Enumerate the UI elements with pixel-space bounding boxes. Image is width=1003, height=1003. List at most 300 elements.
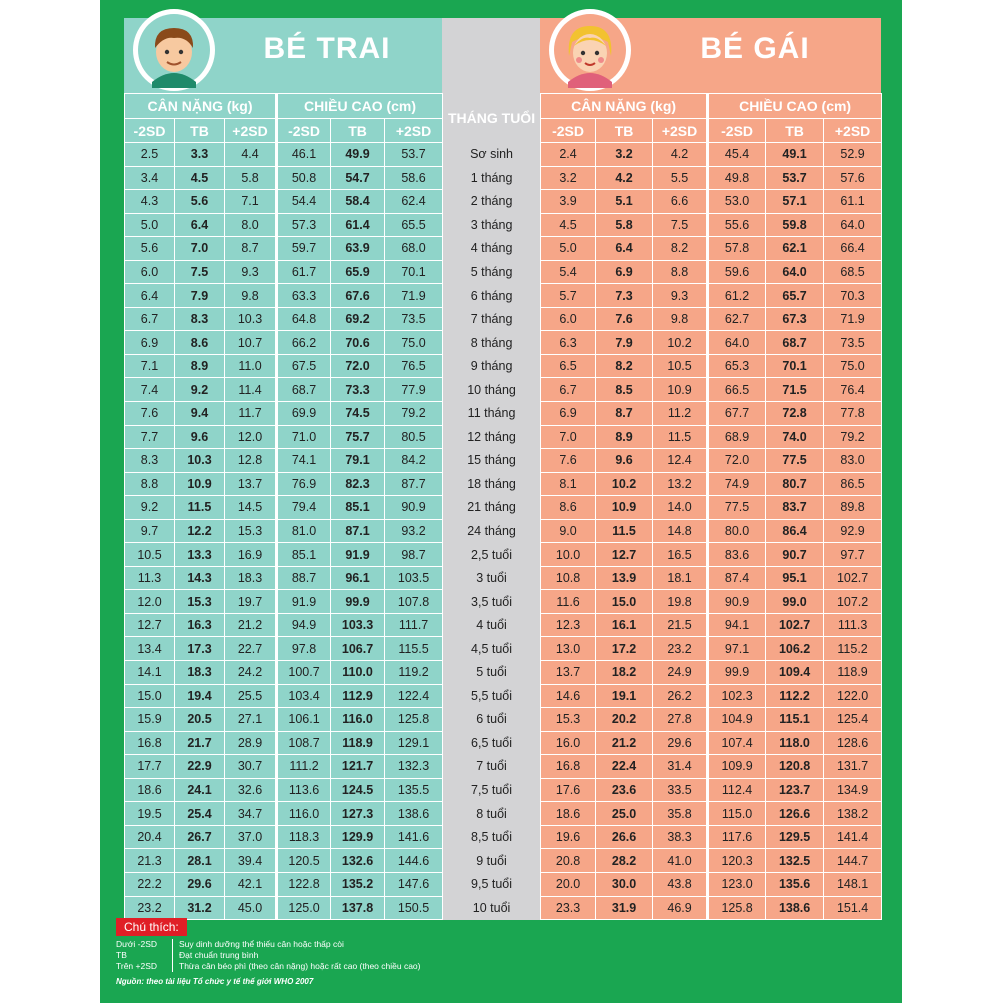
girl-weight-mean-cell: 8.9: [596, 425, 653, 449]
boy-weight-mean-cell: 9.4: [175, 402, 225, 426]
girl-face-icon: [549, 9, 631, 91]
age-cell: 6,5 tuổi: [443, 731, 541, 755]
boy-weight-plus-cell: 45.0: [225, 896, 277, 920]
boy-height-plus-cell: 103.5: [385, 566, 443, 590]
table-row: [125, 449, 882, 473]
boy-weight-plus-cell: 7.1: [225, 190, 277, 214]
girl-height-minus-cell: 67.7: [708, 402, 766, 426]
boy-height-mean-cell: 61.4: [331, 213, 385, 237]
girl-height-minus-cell: 120.3: [708, 849, 766, 873]
girl-height-header: CHIỀU CAO (cm): [708, 94, 882, 119]
boy-weight-plus-cell: 30.7: [225, 755, 277, 779]
girl-height-plus-cell: 92.9: [824, 519, 882, 543]
girl-weight-minus-cell: 7.6: [541, 449, 596, 473]
girl-height-minus-cell: 45.4: [708, 143, 766, 167]
girl-weight-plus-cell: 27.8: [653, 708, 708, 732]
boy-height-minus-cell: 103.4: [277, 684, 331, 708]
girl-weight-minus-cell: 23.3: [541, 896, 596, 920]
girl-weight-plus-cell: 16.5: [653, 543, 708, 567]
age-cell: 2 tháng: [443, 190, 541, 214]
boy-weight-mean-cell: 19.4: [175, 684, 225, 708]
boy-weight-plus-cell: 8.0: [225, 213, 277, 237]
boy-height-plus-cell: 107.8: [385, 590, 443, 614]
boy-height-plus-cell: 84.2: [385, 449, 443, 473]
girl-height-mean-cell: 86.4: [766, 519, 824, 543]
table-row: [125, 378, 882, 402]
boy-height-plus-cell: 90.9: [385, 496, 443, 520]
boy-weight-minus-cell: 15.9: [125, 708, 175, 732]
girl-weight-plus-cell: 11.2: [653, 402, 708, 426]
boy-weight-minus-cell: 3.4: [125, 166, 175, 190]
age-cell: 9 tuổi: [443, 849, 541, 873]
girl-height-mean-cell: 118.0: [766, 731, 824, 755]
girl-weight-mean-cell: 12.7: [596, 543, 653, 567]
girl-height-minus-cell: 59.6: [708, 260, 766, 284]
boy-weight-mean-cell: 8.6: [175, 331, 225, 355]
boy-weight-mean-cell: 18.3: [175, 661, 225, 685]
boy-weight-minus-cell: 6.7: [125, 307, 175, 331]
boy-weight-minus-cell: 20.4: [125, 825, 175, 849]
girl-weight-minus-cell: 12.3: [541, 613, 596, 637]
boy-height-minus-cell: 76.9: [277, 472, 331, 496]
girl-height-mean-cell: 109.4: [766, 661, 824, 685]
girl-weight-mean-cell: 20.2: [596, 708, 653, 732]
boy-height-mean-cell: 87.1: [331, 519, 385, 543]
table-row: [125, 708, 882, 732]
girl-height-plus-cell: 128.6: [824, 731, 882, 755]
girl-height-plus-cell: 118.9: [824, 661, 882, 685]
boy-height-mean-cell: 54.7: [331, 166, 385, 190]
boy-weight-plus-cell: 11.7: [225, 402, 277, 426]
table-row: [125, 661, 882, 685]
girl-weight-mean-cell: 8.7: [596, 402, 653, 426]
table-body: [125, 143, 882, 920]
age-cell: 6 tháng: [443, 284, 541, 308]
boy-weight-mean-cell: 4.5: [175, 166, 225, 190]
boy-weight-mean-cell: 7.0: [175, 237, 225, 261]
girl-height-minus-cell: 102.3: [708, 684, 766, 708]
boy-weight-plus-cell: 21.2: [225, 613, 277, 637]
age-cell: 8,5 tuổi: [443, 825, 541, 849]
boy-height-plus-cell: 115.5: [385, 637, 443, 661]
boy-weight-minus-cell: 12.7: [125, 613, 175, 637]
girl-weight-plus-cell: 43.8: [653, 872, 708, 896]
girl-weight-mean-cell: 10.9: [596, 496, 653, 520]
boy-weight-plus-cell: 42.1: [225, 872, 277, 896]
girl-height-minus-header: -2SD: [708, 119, 766, 143]
girl-weight-minus-cell: 13.0: [541, 637, 596, 661]
boy-height-plus-cell: 129.1: [385, 731, 443, 755]
girl-weight-plus-cell: 18.1: [653, 566, 708, 590]
girl-height-minus-cell: 97.1: [708, 637, 766, 661]
girl-height-minus-cell: 115.0: [708, 802, 766, 826]
boy-weight-plus-cell: 15.3: [225, 519, 277, 543]
boy-weight-mean-cell: 17.3: [175, 637, 225, 661]
boy-height-mean-cell: 96.1: [331, 566, 385, 590]
girl-height-plus-cell: 125.4: [824, 708, 882, 732]
girl-height-minus-cell: 107.4: [708, 731, 766, 755]
girl-height-mean-cell: 129.5: [766, 825, 824, 849]
table-row: [125, 496, 882, 520]
girl-height-plus-cell: 68.5: [824, 260, 882, 284]
girl-height-minus-cell: 57.8: [708, 237, 766, 261]
girl-height-mean-cell: 57.1: [766, 190, 824, 214]
girl-height-mean-cell: 112.2: [766, 684, 824, 708]
girl-weight-minus-cell: 19.6: [541, 825, 596, 849]
boy-height-minus-cell: 106.1: [277, 708, 331, 732]
girl-weight-plus-cell: 7.5: [653, 213, 708, 237]
girl-height-plus-cell: 64.0: [824, 213, 882, 237]
girl-weight-minus-cell: 5.0: [541, 237, 596, 261]
boy-height-plus-cell: 79.2: [385, 402, 443, 426]
boy-weight-minus-cell: 6.9: [125, 331, 175, 355]
boy-weight-minus-cell: 7.4: [125, 378, 175, 402]
girl-height-mean-cell: 123.7: [766, 778, 824, 802]
boy-weight-minus-header: -2SD: [125, 119, 175, 143]
girl-height-plus-cell: 66.4: [824, 237, 882, 261]
boy-weight-mean-cell: 31.2: [175, 896, 225, 920]
girl-height-minus-cell: 55.6: [708, 213, 766, 237]
boy-height-mean-cell: 112.9: [331, 684, 385, 708]
boy-weight-plus-cell: 9.8: [225, 284, 277, 308]
age-cell: 10 tháng: [443, 378, 541, 402]
girl-height-plus-cell: 71.9: [824, 307, 882, 331]
girl-height-mean-cell: 77.5: [766, 449, 824, 473]
girl-height-minus-cell: 61.2: [708, 284, 766, 308]
age-header: THÁNG TUỔI: [443, 94, 541, 143]
girl-height-minus-cell: 72.0: [708, 449, 766, 473]
age-cell: 3 tháng: [443, 213, 541, 237]
girl-weight-minus-cell: 2.4: [541, 143, 596, 167]
boy-height-plus-cell: 144.6: [385, 849, 443, 873]
girl-weight-mean-header: TB: [596, 119, 653, 143]
legend-key: TB: [116, 950, 127, 960]
boy-weight-plus-cell: 16.9: [225, 543, 277, 567]
boy-weight-minus-cell: 15.0: [125, 684, 175, 708]
girl-height-minus-cell: 125.8: [708, 896, 766, 920]
boy-height-minus-cell: 74.1: [277, 449, 331, 473]
boy-weight-plus-cell: 8.7: [225, 237, 277, 261]
legend-desc: Suy dinh dưỡng thể thiếu cân hoặc thấp còi: [172, 939, 344, 950]
boy-weight-minus-cell: 12.0: [125, 590, 175, 614]
boy-height-mean-cell: 72.0: [331, 354, 385, 378]
boy-height-minus-cell: 122.8: [277, 872, 331, 896]
boy-weight-minus-cell: 19.5: [125, 802, 175, 826]
table-row: [125, 778, 882, 802]
boy-weight-plus-cell: 18.3: [225, 566, 277, 590]
girl-height-minus-cell: 112.4: [708, 778, 766, 802]
girl-weight-plus-cell: 29.6: [653, 731, 708, 755]
boy-height-plus-cell: 73.5: [385, 307, 443, 331]
boy-weight-mean-cell: 10.3: [175, 449, 225, 473]
girl-weight-plus-cell: 10.5: [653, 354, 708, 378]
boy-height-plus-cell: 76.5: [385, 354, 443, 378]
girl-weight-plus-cell: 13.2: [653, 472, 708, 496]
girl-weight-mean-cell: 15.0: [596, 590, 653, 614]
age-cell: 5 tuổi: [443, 661, 541, 685]
table-row: [125, 590, 882, 614]
boy-weight-minus-cell: 7.7: [125, 425, 175, 449]
boy-height-mean-cell: 49.9: [331, 143, 385, 167]
legend-item: [116, 950, 516, 961]
table-row: [125, 402, 882, 426]
girl-weight-minus-cell: 9.0: [541, 519, 596, 543]
table-row: [125, 237, 882, 261]
table-row: [125, 684, 882, 708]
boy-height-plus-cell: 62.4: [385, 190, 443, 214]
girl-weight-plus-cell: 6.6: [653, 190, 708, 214]
girl-weight-mean-cell: 30.0: [596, 872, 653, 896]
girl-height-plus-cell: 77.8: [824, 402, 882, 426]
boy-height-mean-cell: 121.7: [331, 755, 385, 779]
girl-height-minus-cell: 99.9: [708, 661, 766, 685]
boy-height-minus-cell: 111.2: [277, 755, 331, 779]
age-cell: 24 tháng: [443, 519, 541, 543]
table-row: [125, 143, 882, 167]
girl-height-plus-cell: 122.0: [824, 684, 882, 708]
girl-weight-minus-cell: 13.7: [541, 661, 596, 685]
boy-weight-minus-cell: 22.2: [125, 872, 175, 896]
boy-height-minus-cell: 85.1: [277, 543, 331, 567]
girl-height-mean-cell: 72.8: [766, 402, 824, 426]
boy-height-minus-cell: 63.3: [277, 284, 331, 308]
girl-height-plus-cell: 131.7: [824, 755, 882, 779]
girl-height-plus-cell: 52.9: [824, 143, 882, 167]
girl-weight-mean-cell: 16.1: [596, 613, 653, 637]
boy-weight-minus-cell: 9.2: [125, 496, 175, 520]
girl-weight-minus-cell: 18.6: [541, 802, 596, 826]
girl-height-mean-cell: 65.7: [766, 284, 824, 308]
boy-height-mean-cell: 82.3: [331, 472, 385, 496]
age-cell: 9 tháng: [443, 354, 541, 378]
age-cell: 3 tuổi: [443, 566, 541, 590]
boy-weight-plus-cell: 32.6: [225, 778, 277, 802]
girl-height-plus-cell: 97.7: [824, 543, 882, 567]
boy-weight-mean-cell: 25.4: [175, 802, 225, 826]
boy-height-minus-cell: 57.3: [277, 213, 331, 237]
boy-height-plus-cell: 87.7: [385, 472, 443, 496]
boy-height-header: CHIỀU CAO (cm): [277, 94, 443, 119]
boy-height-mean-cell: 85.1: [331, 496, 385, 520]
girl-weight-plus-cell: 23.2: [653, 637, 708, 661]
boy-height-plus-cell: 119.2: [385, 661, 443, 685]
age-cell: 8 tuổi: [443, 802, 541, 826]
table-row: [125, 849, 882, 873]
girl-height-mean-cell: 53.7: [766, 166, 824, 190]
boy-height-plus-cell: 135.5: [385, 778, 443, 802]
girl-weight-mean-cell: 31.9: [596, 896, 653, 920]
girl-height-mean-cell: 67.3: [766, 307, 824, 331]
boy-weight-plus-cell: 10.7: [225, 331, 277, 355]
boy-weight-mean-cell: 12.2: [175, 519, 225, 543]
girl-weight-plus-cell: 10.9: [653, 378, 708, 402]
boy-height-plus-cell: 132.3: [385, 755, 443, 779]
boy-weight-plus-cell: 27.1: [225, 708, 277, 732]
girl-weight-minus-cell: 16.8: [541, 755, 596, 779]
girl-weight-plus-cell: 9.8: [653, 307, 708, 331]
girl-weight-plus-cell: 8.8: [653, 260, 708, 284]
age-cell: 12 tháng: [443, 425, 541, 449]
boy-weight-plus-cell: 11.4: [225, 378, 277, 402]
boy-weight-mean-cell: 24.1: [175, 778, 225, 802]
girl-weight-minus-header: -2SD: [541, 119, 596, 143]
table-row: [125, 802, 882, 826]
boy-height-plus-cell: 68.0: [385, 237, 443, 261]
boy-weight-minus-cell: 6.0: [125, 260, 175, 284]
boy-height-minus-cell: 116.0: [277, 802, 331, 826]
table-row: [125, 755, 882, 779]
boy-weight-minus-cell: 17.7: [125, 755, 175, 779]
girl-height-plus-cell: 141.4: [824, 825, 882, 849]
boy-weight-minus-cell: 8.8: [125, 472, 175, 496]
legend-key: Dưới -2SD: [116, 939, 158, 949]
girl-weight-mean-cell: 18.2: [596, 661, 653, 685]
girl-height-plus-cell: 107.2: [824, 590, 882, 614]
table-row: [125, 425, 882, 449]
girl-weight-plus-cell: 4.2: [653, 143, 708, 167]
girl-weight-mean-cell: 7.9: [596, 331, 653, 355]
girl-height-mean-cell: 120.8: [766, 755, 824, 779]
girl-height-mean-cell: 99.0: [766, 590, 824, 614]
girl-weight-mean-cell: 26.6: [596, 825, 653, 849]
girl-weight-minus-cell: 3.9: [541, 190, 596, 214]
girl-weight-mean-cell: 19.1: [596, 684, 653, 708]
boy-weight-mean-cell: 8.3: [175, 307, 225, 331]
girl-weight-minus-cell: 10.0: [541, 543, 596, 567]
boy-height-mean-cell: 73.3: [331, 378, 385, 402]
age-cell: 5 tháng: [443, 260, 541, 284]
legend-source: Nguồn: theo tài liệu Tổ chức y tế thế giới WHO 2007: [116, 977, 314, 986]
boy-weight-minus-cell: 10.5: [125, 543, 175, 567]
girl-height-plus-cell: 138.2: [824, 802, 882, 826]
girl-weight-plus-cell: 38.3: [653, 825, 708, 849]
girl-height-minus-cell: 109.9: [708, 755, 766, 779]
girl-height-mean-cell: 115.1: [766, 708, 824, 732]
boy-height-minus-cell: 64.8: [277, 307, 331, 331]
age-cell: Sơ sinh: [443, 143, 541, 167]
boy-weight-plus-cell: 5.8: [225, 166, 277, 190]
boy-weight-plus-cell: 9.3: [225, 260, 277, 284]
girl-weight-mean-cell: 13.9: [596, 566, 653, 590]
boy-height-mean-cell: 79.1: [331, 449, 385, 473]
boy-weight-plus-cell: 39.4: [225, 849, 277, 873]
boy-weight-mean-cell: 7.5: [175, 260, 225, 284]
girl-weight-minus-cell: 5.7: [541, 284, 596, 308]
boy-weight-mean-cell: 3.3: [175, 143, 225, 167]
boy-weight-mean-cell: 20.5: [175, 708, 225, 732]
girl-height-plus-cell: 83.0: [824, 449, 882, 473]
girl-height-plus-cell: 75.0: [824, 354, 882, 378]
boy-height-minus-cell: 97.8: [277, 637, 331, 661]
girl-weight-mean-cell: 28.2: [596, 849, 653, 873]
table-row: [125, 543, 882, 567]
table-row: [125, 519, 882, 543]
boy-weight-minus-cell: 21.3: [125, 849, 175, 873]
girl-height-minus-cell: 65.3: [708, 354, 766, 378]
girl-height-mean-cell: 74.0: [766, 425, 824, 449]
girl-weight-minus-cell: 11.6: [541, 590, 596, 614]
girl-weight-minus-cell: 7.0: [541, 425, 596, 449]
boy-weight-minus-cell: 7.6: [125, 402, 175, 426]
age-cell: 5,5 tuổi: [443, 684, 541, 708]
boy-height-mean-cell: 135.2: [331, 872, 385, 896]
boy-title: BÉ TRAI: [263, 32, 391, 65]
girl-weight-mean-cell: 21.2: [596, 731, 653, 755]
table-row: [125, 284, 882, 308]
boy-height-minus-cell: 46.1: [277, 143, 331, 167]
girl-height-minus-cell: 74.9: [708, 472, 766, 496]
age-cell: 10 tuổi: [443, 896, 541, 920]
table-row: [125, 731, 882, 755]
boy-weight-plus-cell: 12.8: [225, 449, 277, 473]
age-cell: 4 tháng: [443, 237, 541, 261]
girl-height-minus-cell: 77.5: [708, 496, 766, 520]
girl-weight-plus-cell: 19.8: [653, 590, 708, 614]
boy-weight-minus-cell: 23.2: [125, 896, 175, 920]
boy-height-mean-cell: 99.9: [331, 590, 385, 614]
boy-height-minus-cell: 94.9: [277, 613, 331, 637]
boy-height-plus-cell: 70.1: [385, 260, 443, 284]
girl-weight-plus-cell: 8.2: [653, 237, 708, 261]
girl-weight-mean-cell: 17.2: [596, 637, 653, 661]
girl-weight-plus-cell: 31.4: [653, 755, 708, 779]
legend-key: Trên +2SD: [116, 961, 158, 971]
boy-height-mean-cell: 58.4: [331, 190, 385, 214]
boy-height-minus-cell: 108.7: [277, 731, 331, 755]
table-row: [125, 307, 882, 331]
girl-weight-plus-cell: 14.8: [653, 519, 708, 543]
girl-weight-plus-cell: 33.5: [653, 778, 708, 802]
girl-height-minus-cell: 64.0: [708, 331, 766, 355]
girl-height-plus-cell: 86.5: [824, 472, 882, 496]
boy-weight-mean-cell: 13.3: [175, 543, 225, 567]
girl-height-minus-cell: 87.4: [708, 566, 766, 590]
girl-height-minus-cell: 80.0: [708, 519, 766, 543]
boy-weight-minus-cell: 13.4: [125, 637, 175, 661]
girl-weight-mean-cell: 7.3: [596, 284, 653, 308]
girl-weight-mean-cell: 4.2: [596, 166, 653, 190]
boy-weight-minus-cell: 5.6: [125, 237, 175, 261]
boy-weight-plus-cell: 14.5: [225, 496, 277, 520]
boy-weight-mean-cell: 11.5: [175, 496, 225, 520]
girl-height-minus-cell: 90.9: [708, 590, 766, 614]
age-cell: 4,5 tuổi: [443, 637, 541, 661]
table-row: [125, 213, 882, 237]
boy-weight-minus-cell: 14.1: [125, 661, 175, 685]
boy-weight-plus-cell: 13.7: [225, 472, 277, 496]
girl-height-minus-cell: 123.0: [708, 872, 766, 896]
girl-weight-plus-cell: 9.3: [653, 284, 708, 308]
boy-weight-mean-cell: 29.6: [175, 872, 225, 896]
boy-height-plus-cell: 125.8: [385, 708, 443, 732]
age-cell: 3,5 tuổi: [443, 590, 541, 614]
boy-height-minus-cell: 81.0: [277, 519, 331, 543]
girl-height-mean-cell: 135.6: [766, 872, 824, 896]
boy-height-plus-header: +2SD: [385, 119, 443, 143]
boy-height-minus-cell: 120.5: [277, 849, 331, 873]
girl-weight-minus-cell: 6.5: [541, 354, 596, 378]
boy-weight-minus-cell: 5.0: [125, 213, 175, 237]
girl-weight-mean-cell: 25.0: [596, 802, 653, 826]
table-row: [125, 872, 882, 896]
boy-weight-plus-cell: 11.0: [225, 354, 277, 378]
girl-weight-plus-cell: 5.5: [653, 166, 708, 190]
boy-height-plus-cell: 111.7: [385, 613, 443, 637]
boy-weight-plus-cell: 28.9: [225, 731, 277, 755]
legend-item: [116, 939, 516, 950]
boy-height-mean-cell: 63.9: [331, 237, 385, 261]
girl-weight-minus-cell: 15.3: [541, 708, 596, 732]
